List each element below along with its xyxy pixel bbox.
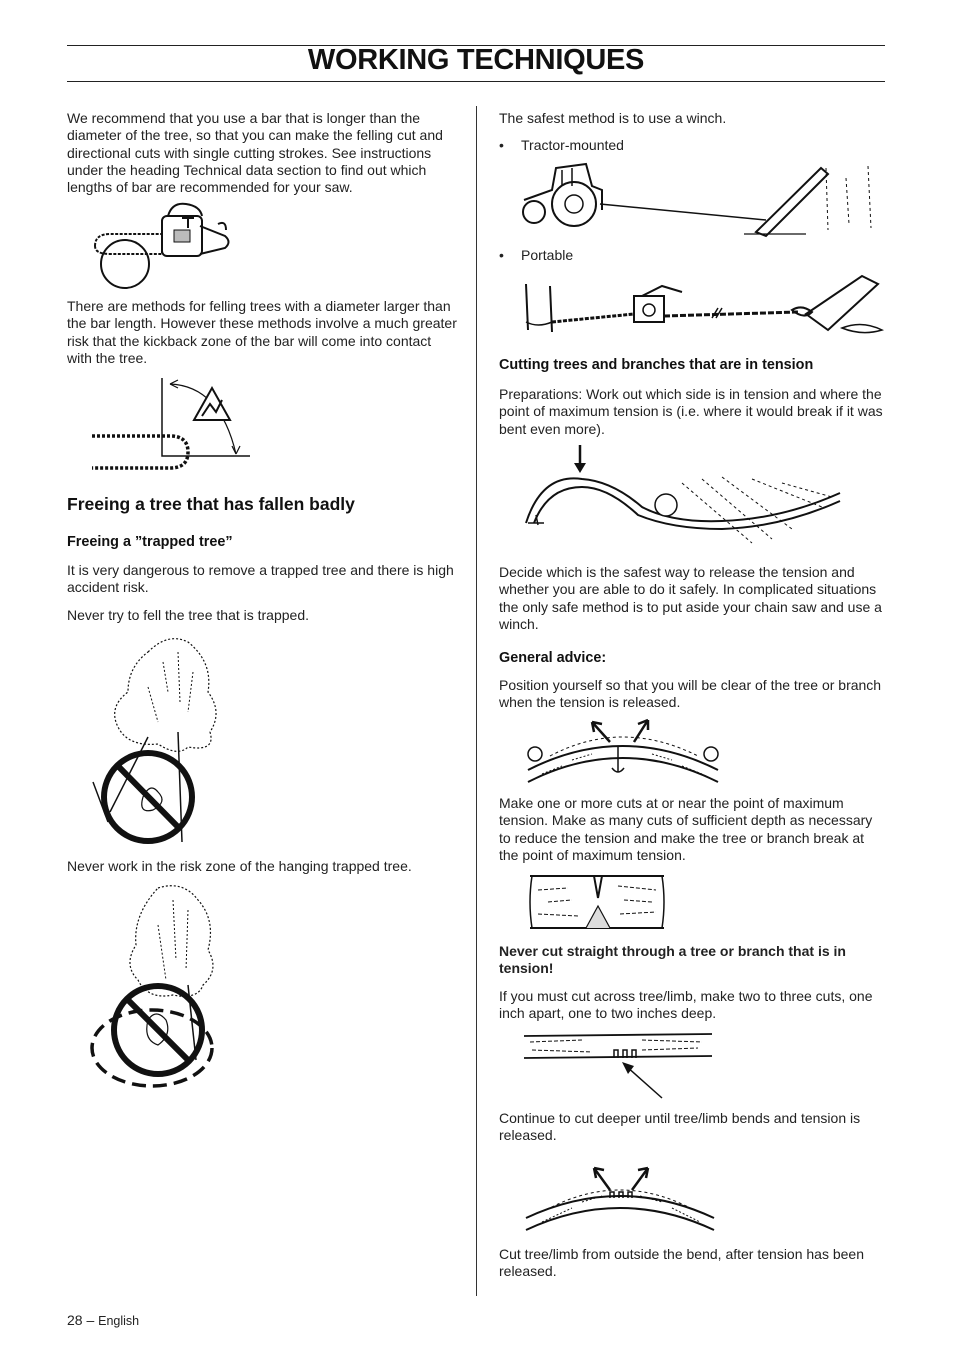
- page-title: WORKING TECHNIQUES: [307, 44, 645, 76]
- general-advice-heading: General advice:: [499, 650, 607, 666]
- cuts-paragraph: Make one or more cuts at or near the point of maximum tension. Make as many cuts of sufficient depth as necessary to reduce the tension and make the tree or branch break at the point of maximum tension.: [499, 795, 873, 863]
- continue-paragraph: Continue to cut deeper until tree/limb bends and tension is released.: [499, 1110, 861, 1144]
- bar-length-paragraph: We recommend that you use a bar that is longer than the diameter of the tree, so that you can make the felling cut and directional cuts with single cutting strokes. See instructions under the heading Technical data section to find out which lengths of bar are recommended for your saw.: [67, 110, 443, 196]
- tension-heading: Cutting trees and branches that are in tension: [499, 357, 814, 373]
- trapped-danger-paragraph: It is very dangerous to remove a trapped tree and there is high accident risk.: [67, 562, 454, 596]
- bullet-dot: •: [499, 137, 504, 153]
- risk-zone-paragraph: Never work in the risk zone of the hanging trapped tree.: [67, 858, 412, 874]
- chainsaw-bar-illustration: [90, 198, 240, 293]
- bullet-portable-label: Portable: [521, 247, 574, 263]
- no-felling-trapped-tree-illustration: [88, 632, 228, 847]
- bullet-dot: •: [499, 247, 504, 263]
- tension-branch-illustration: [522, 443, 842, 553]
- never-fell-trapped-paragraph: Never try to fell the tree that is trapped.: [67, 607, 310, 623]
- page-footer: [67, 1312, 139, 1328]
- never-cut-warning: Never cut straight through a tree or branch that is in tension!: [499, 943, 846, 977]
- cut-notch-illustration: [528, 870, 668, 934]
- bullet-tractor-label: Tractor-mounted: [521, 137, 624, 153]
- trapped-tree-heading: Freeing a ”trapped tree”: [67, 534, 233, 550]
- portable-winch-illustration: [522, 270, 887, 340]
- preparations-paragraph: Preparations: Work out which side is in tension and where the point of maximum tension is (i.e. where it would break if it was bent even more).: [499, 386, 883, 437]
- kickback-zone-illustration: [90, 376, 255, 486]
- larger-diameter-paragraph: There are methods for felling trees with a diameter larger than the bar length. However these methods involve a much greater risk that the kickback zone of the bar will come into contact with the tree.: [67, 298, 457, 366]
- decide-paragraph: Decide which is the safest way to release the tension and whether you are able to do it safely. In complicated situations the only safe method is to put aside your chain saw and use a winch.: [499, 564, 882, 632]
- freeing-tree-heading: Freeing a tree that has fallen badly: [67, 494, 355, 514]
- position-clear-illustration: [522, 712, 722, 787]
- tractor-winch-illustration: [516, 160, 886, 238]
- footer-language: English: [98, 1314, 140, 1328]
- position-paragraph: Position yourself so that you will be clear of the tree or branch when the tension is released.: [499, 677, 882, 711]
- page-number: 28 –: [67, 1312, 95, 1328]
- across-cuts-paragraph: If you must cut across tree/limb, make two to three cuts, one inch apart, one to two inches deep.: [499, 988, 873, 1022]
- outside-bend-paragraph: Cut tree/limb from outside the bend, after tension has been released.: [499, 1246, 864, 1280]
- column-divider: [476, 106, 477, 1296]
- header-bottom-rule: [67, 81, 885, 82]
- winch-paragraph: The safest method is to use a winch.: [499, 110, 727, 126]
- multiple-cuts-illustration: [522, 1030, 714, 1100]
- risk-zone-illustration: [88, 880, 223, 1092]
- bend-release-illustration: [522, 1160, 718, 1235]
